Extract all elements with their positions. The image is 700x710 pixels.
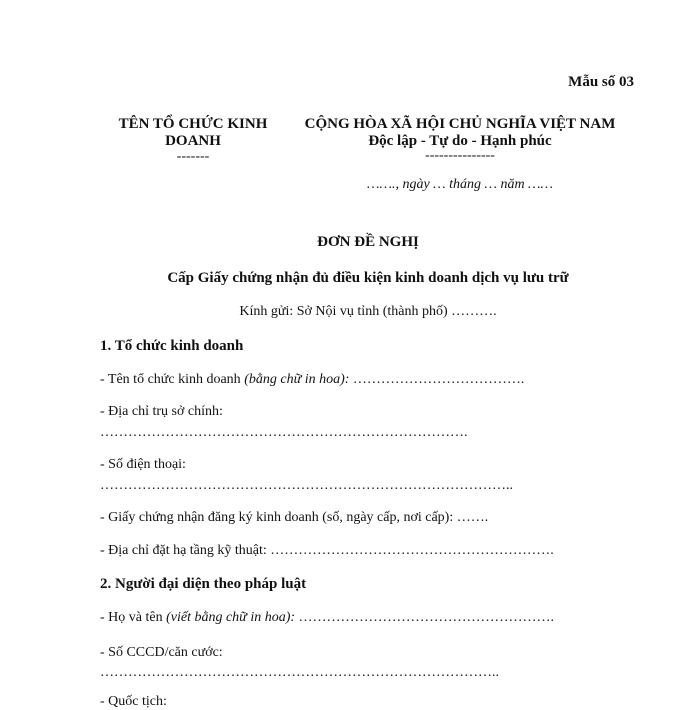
business-cert-field: - Giấy chứng nhận đăng ký kinh doanh (số, ngày cấp, nơi cấp): ……. bbox=[100, 510, 489, 525]
address-dots: ……………………………………………………………………. bbox=[100, 425, 468, 440]
addressee-line: Kính gửi: Sở Nội vụ tỉnh (thành phố) ………. bbox=[239, 304, 497, 319]
motto: Độc lập - Tự do - Hạnh phúc bbox=[368, 133, 552, 149]
document-subtitle: Cấp Giấy chứng nhận đủ điều kiện kinh doanh dịch vụ lưu trữ bbox=[167, 270, 569, 286]
section2-heading: 2. Người đại diện theo pháp luật bbox=[100, 576, 307, 592]
date-line: ……., ngày … tháng … năm …… bbox=[367, 177, 553, 192]
address-label: - Địa chỉ trụ sở chính: bbox=[100, 404, 223, 419]
nation-title: CỘNG HÒA XÃ HỘI CHỦ NGHĨA VIỆT NAM bbox=[304, 116, 616, 132]
org-name-hint: (bằng chữ in hoa): bbox=[244, 372, 350, 387]
document-title: ĐƠN ĐỀ NGHỊ bbox=[317, 234, 419, 250]
id-number-label: - Số CCCD/căn cước: bbox=[100, 645, 223, 660]
infrastructure-address-field: - Địa chỉ đặt hạ tầng kỹ thuật: ……………………………………………………. bbox=[100, 543, 554, 558]
section1-heading: 1. Tổ chức kinh doanh bbox=[100, 338, 244, 354]
org-name-rule: ------- bbox=[176, 149, 210, 164]
org-name-line2: DOANH bbox=[165, 133, 221, 149]
phone-label: - Số điện thoại: bbox=[100, 457, 186, 472]
next-field-label: - Quốc tịch: bbox=[100, 694, 167, 709]
org-name-label: - Tên tổ chức kinh doanh bbox=[100, 372, 245, 387]
phone-dots: …………………………………………………………………………….. bbox=[100, 478, 513, 493]
org-name-line1: TÊN TỔ CHỨC KINH bbox=[118, 116, 268, 132]
id-number-dots: ………………………………………………………………………….. bbox=[100, 665, 499, 680]
rep-name-dots: ………………………………………………. bbox=[295, 610, 555, 625]
form-number: Mẫu số 03 bbox=[568, 74, 634, 90]
org-name-field bbox=[100, 372, 524, 388]
org-name-dots: ………………………………. bbox=[349, 372, 525, 387]
rep-name-label: - Họ và tên bbox=[100, 610, 167, 625]
rep-name-field bbox=[100, 610, 554, 626]
motto-rule: --------------- bbox=[425, 148, 495, 163]
rep-name-hint: (viết bằng chữ in hoa): bbox=[166, 610, 296, 625]
